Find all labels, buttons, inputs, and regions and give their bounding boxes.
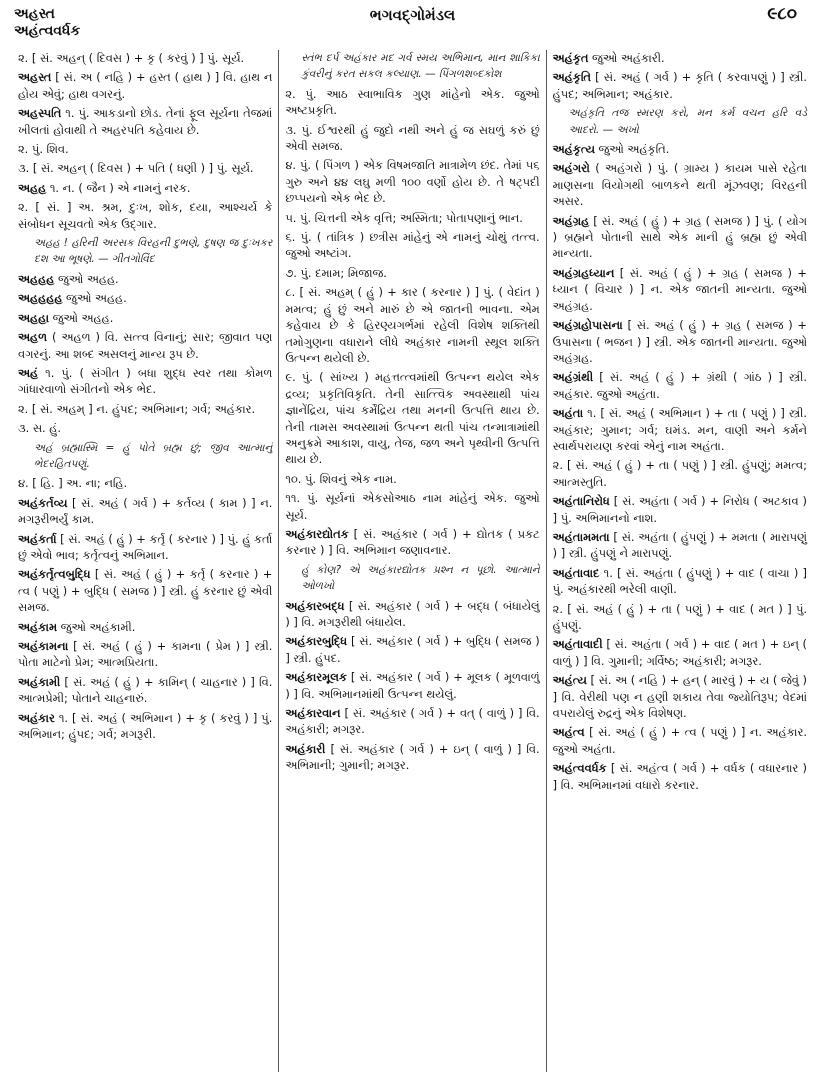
headword: અહંગ્રહ bbox=[552, 213, 590, 228]
dictionary-entry bbox=[285, 598, 539, 631]
sense-entry bbox=[285, 284, 539, 366]
definition: ૯. પું. ( સાંખ્ય ) મહત્તત્ત્વમાંથી ઉત્પન્ન થયેલ એક દ્રવ્ય; પ્રકૃતિવિકૃતિ. તેની સાત્ત્વિક અવસ્થાથી પાંચ જ્ઞાનેંદ્રિય, પાંચ કર્મેંદ્રિય તથા મનની ઉત્પત્તિ થાય છે. તેની તામસ અવસ્થામાં ઉત્પન્ન થતી પાંચ તન્માત્રામાંથી અનુક્રમે આકાશ, વાયુ, તેજ, જળ અને પૃથ્વીની ઉત્પત્તિ થાય છે. bbox=[285, 370, 540, 467]
headword: અહંકૃત્ય bbox=[552, 142, 595, 157]
sense-entry bbox=[285, 369, 539, 467]
headword: અહહા bbox=[18, 310, 50, 325]
definition: [ સં. અહં ( હું ) + ત્વ ( પણું ) ] ન. અહંકાર. જુઓ અહંતા. bbox=[552, 725, 807, 756]
definition: [ સં. અહં ( હું ) + કર્તૃ ( કરનાર ) + ત્વ ( પણું ) + બુદ્ધિ ( સમજ ) ] સ્ત્રી. હું કરનાર છું એવી સમજ. bbox=[18, 567, 273, 615]
sense-entry bbox=[553, 601, 807, 634]
dictionary-entry bbox=[18, 69, 272, 102]
headword: અહંગરો bbox=[552, 161, 590, 176]
sense-entry bbox=[18, 199, 272, 232]
definition: [ સં. અહંત્વ ( ગર્વ ) + વર્ધક ( વધારનાર ) ] વિ. અભિમાનમાં વધારો કરનાર. bbox=[552, 761, 807, 792]
definition: જુઓ અહહ. bbox=[62, 291, 127, 306]
definition: ૧૦. પું. શિવનું એક નામ. bbox=[285, 471, 397, 486]
sense-entry bbox=[285, 265, 539, 281]
headword: અહંકારબદ્ધ bbox=[285, 598, 345, 613]
sense-entry bbox=[285, 157, 539, 206]
headword: અહહહહ bbox=[18, 291, 63, 306]
headword: અહંગ્રહોપાસના bbox=[552, 318, 623, 333]
sense-entry bbox=[18, 401, 272, 417]
dictionary-entry bbox=[18, 638, 272, 671]
definition: [ સં. અ ( નહિ ) + હસ્ત ( હાથ ) ] વિ. હાથ ન હોય એવું; હાથ વગરનું. bbox=[18, 70, 273, 101]
headword: અહંતાનિરોધ bbox=[552, 494, 610, 509]
dictionary-entry bbox=[18, 105, 272, 138]
definition: ૨. પું. આઠ સ્વાભાવિક ગુણ માંહેનો એક. જુઓ અષ્ટપ્રકૃતિ. bbox=[285, 86, 540, 118]
definition: ૩. [ સં. અહન્ ( દિવસ ) + પતિ ( ધણી ) ] પું. સૂર્ય. bbox=[18, 161, 254, 176]
dictionary-entry bbox=[553, 529, 807, 562]
page-number: ૯૮૦ bbox=[767, 4, 797, 24]
definition: [ સં. અહંકાર ( ગર્વ ) + બુદ્ધિ ( સમજ ) ] સ્ત્રી. હુંપદ. bbox=[285, 634, 540, 665]
dictionary-entry bbox=[18, 710, 272, 743]
dictionary-entry bbox=[285, 633, 539, 666]
headword: અહંતાવાદી bbox=[552, 637, 603, 652]
headword: અહંકામ bbox=[18, 619, 57, 634]
definition: [ સં. અહંકાર ( ગર્વ ) + ઇન્ ( વાળું ) ] વિ. અભિમાની; ગુમાની; મગરૂર. bbox=[285, 741, 540, 773]
headword: અહંકૃતિ bbox=[552, 70, 591, 85]
definition: ૧૧. પું. સૂર્યનાં એકસોઆઠ નામ માંહેનું એક. જુઓ સૂર્ય. bbox=[285, 491, 540, 522]
headword: અહંકામના bbox=[18, 639, 69, 653]
dictionary-entry bbox=[553, 213, 807, 262]
definition: [ સં. અહં ( હું ) + ગ્રહ ( સમજ ) ] પું. ( યોગ ) બ્રહ્મને પોતાની સાથે એક માની હું બ્રહ્મ છું એવી માન્યતા. bbox=[552, 213, 807, 261]
headword: અહંગ્રંથી bbox=[552, 370, 594, 385]
definition: [ સં. અહં ( હું ) + ગ્રહ ( સમજ ) + ધ્યાન ( વિચાર ) ] ન. એક જાતની માન્યતા. જુઓ અહંગ્રહ. bbox=[552, 265, 807, 313]
definition: [ સં. અહંતા ( ગર્વ ) + વાદ ( મત ) + ઇન્ ( વાળું ) ] વિ. ગુમાની; ગર્વિષ્ઠ; અહંકારી; મગરૂર. bbox=[552, 637, 807, 668]
definition: [ સં. અહં ( હું ) + કર્તૃ ( કરનાર ) ] પું. હું કર્તા છું એવો ભાવ; કર્તૃત્વનું અભિમાન. bbox=[18, 531, 273, 562]
dictionary-entry bbox=[553, 69, 807, 102]
definition: જુઓ અહંકારી. bbox=[588, 51, 665, 65]
dictionary-entry bbox=[553, 405, 807, 454]
quotation: અહહ ! હરિની અરસક વિરહની દુભણે, દુષણ જ દુઃખકર દશ આ ભૂષણે. — ગીતગોવિંદ bbox=[34, 237, 273, 266]
headword: અહંકર્તૃત્વબુદ્ધિ bbox=[18, 567, 91, 582]
sense-entry bbox=[553, 457, 807, 490]
headword: અહંત્વ bbox=[552, 725, 585, 740]
definition: ૧. પું. આકડાનો છોડ. તેનાં ફૂલ સૂર્યના તેજમાં ખીલતાં હોવાથી તે અહરપતિ કહેવાય છે. bbox=[18, 106, 273, 137]
definition: ૬. પું. ( તાંત્રિક ) છત્રીસ માંહેનું એ નામનું ચોથું તત્ત્વ. જુઓ અષ્ટાંગ. bbox=[285, 230, 540, 261]
definition: ૨. [ સં. અહન્ ( દિવસ ) + કૃ ( કરવું ) ] પું. સૂર્ય. bbox=[18, 51, 245, 65]
dictionary-entry bbox=[553, 141, 807, 157]
sense-entry bbox=[18, 420, 272, 436]
dictionary-entry bbox=[18, 310, 272, 326]
headword: અહહ bbox=[18, 180, 47, 195]
page-title: ભગવદ્ગોમંડલ bbox=[369, 6, 456, 24]
dictionary-entry bbox=[553, 724, 807, 757]
definition: [ સં. અહંતા ( હુંપણું ) + મમતા ( મારાપણું ) ] સ્ત્રી. હુંપણું ને મારાપણું. bbox=[552, 529, 807, 561]
definition: ( અહંગરો ) પું. ( ગ્રામ્ય ) કાયમ પાસે રહેતા માણસના વિયોગથી બાળકને થતી મૂંઝવણ; વિરહની અસર. bbox=[552, 161, 807, 209]
definition: જુઓ અહહ. bbox=[54, 271, 119, 286]
definition: ( અહળ ) વિ. સત્ત્વ વિનાનું; સાર; જીવાત પણ વગરનું. આ શબ્દ અસલનું માન્ય રૂપ છે. bbox=[18, 330, 273, 361]
headword: અહંકારદ્યોતક bbox=[285, 526, 349, 541]
dictionary-entry bbox=[285, 741, 539, 774]
dictionary-entry bbox=[553, 369, 807, 402]
headword: અહંકારમૂલક bbox=[285, 670, 347, 685]
sense-entry bbox=[285, 471, 539, 487]
dictionary-entry bbox=[553, 317, 807, 366]
definition: ૨. [ સં. ] અ. શ્રમ, દુઃખ, શોક, દયા, આશ્ચર્ય કે સંબોધન સૂચવતો એક ઉદ્ગાર. bbox=[18, 200, 273, 231]
column-2 bbox=[278, 50, 545, 1072]
dictionary-entry bbox=[553, 636, 807, 669]
dictionary-entry bbox=[18, 674, 272, 707]
headword: અહંગ્રહધ્યાન bbox=[552, 265, 615, 280]
definition: ૩. પું. ઈશ્વરથી હું જુદો નથી અને હું જ સઘળું કરું છું એવી સમજ. bbox=[285, 122, 540, 154]
dictionary-entry bbox=[18, 495, 272, 528]
headword: અહંકારબુદ્ધિ bbox=[285, 634, 348, 649]
definition: ૨. [ સં. અહં ( હું ) + તા ( પણું ) + વાદ ( મત ) ] પું. હુંપણું. bbox=[552, 601, 807, 632]
sense-entry bbox=[285, 210, 539, 226]
dictionary-columns bbox=[12, 50, 813, 1072]
dictionary-entry bbox=[18, 531, 272, 564]
definition: [ સં. અ ( નહિ ) + હન્ ( મારવું ) + ય ( જેવું ) ] વિ. વેરીથી પણ ન હણી શકાય તેવા જ્યોતિરૂપ; વેદમાં વપરાયેલું રુદ્રનું એક વિશેષણ. bbox=[552, 673, 807, 721]
definition: ૧. [ સં. અહં ( અભિમાન ) + કૃ ( કરવું ) ] પું. અભિમાન; હુંપદ; ગર્વ; મગરૂરી. bbox=[18, 710, 273, 742]
headword: અહંકર્તા bbox=[18, 531, 57, 546]
definition: ૨. [ સં. અહમ્ ] ન. હુંપદ; અભિમાન; ગર્વ; અહંકાર. bbox=[18, 401, 256, 416]
definition: ૪. [ હિ. ] અ. ના; નહિ. bbox=[18, 476, 128, 491]
definition: ૨. [ સં. અહં ( હું ) + તા ( પણું ) ] સ્ત્રી. હુંપણું; મમત્વ; આત્મસ્તુતિ. bbox=[552, 458, 807, 489]
definition: [ સં. અહં ( હું ) + કામિન્ ( ચાહનાર ) ] વિ. આત્મપ્રેમી; પોતાને ચાહનારું. bbox=[18, 674, 273, 706]
quotation: અહં બ્રહ્માસ્મિ = હું પોતે બ્રહ્મ છું; જીવ આત્માનું ભેદરહિતપણું. bbox=[34, 441, 273, 470]
definition: [ સં. અહંતા ( ગર્વ ) + નિરોધ ( અટકાવ ) ] પું. અભિમાનનો નાશ. bbox=[552, 494, 807, 525]
definition: [ સં. અહંકાર ( ગર્વ ) + દ્યોતક ( પ્રકટ કરનાર ) ] વિ. અભિમાન જણાવનાર. bbox=[285, 526, 540, 558]
definition: ૧. પું. ( સંગીત ) બધા શુદ્ધ સ્વર તથા કોમળ ગાંધારવાળો સંગીતનો એક ભેદ. bbox=[18, 365, 273, 397]
sense-entry bbox=[285, 490, 539, 523]
dictionary-entry bbox=[18, 365, 272, 398]
headword: અહંકામી bbox=[18, 674, 61, 689]
headword: અહળ bbox=[18, 330, 48, 345]
headword: અહં bbox=[18, 365, 39, 380]
dictionary-entry bbox=[553, 760, 807, 793]
dictionary-entry bbox=[553, 565, 807, 598]
sense-entry bbox=[285, 229, 539, 262]
definition: ૧. ન. ( જૈન ) એ નામનું નરક. bbox=[46, 180, 191, 195]
sense-entry bbox=[18, 475, 272, 491]
sense-entry bbox=[285, 122, 539, 155]
definition: [ સં. અહં ( હું ) + ગ્રહ ( સમજ ) + ઉપાસના ( ભજન ) ] સ્ત્રી. એક જાતની માન્યતા. જુઓ અહંગ્રહ. bbox=[552, 318, 807, 365]
dictionary-entry bbox=[553, 160, 807, 209]
column-3 bbox=[546, 50, 813, 1072]
definition: ૩. સ. હું. bbox=[18, 421, 62, 436]
headword: અહંત્વવર્ધક bbox=[552, 761, 607, 776]
headword: અહહહ bbox=[18, 271, 55, 286]
definition: જુઓ અહંકામી. bbox=[57, 619, 136, 634]
headword: અહંત્ય bbox=[552, 673, 587, 688]
dictionary-entry bbox=[553, 672, 807, 721]
dictionary-entry bbox=[18, 290, 272, 306]
definition: જુઓ અહહ. bbox=[49, 310, 114, 325]
headword: અહંતાવાદ bbox=[552, 565, 600, 580]
sense-entry bbox=[18, 141, 272, 157]
definition: ૪. પું. ( પિંગળ ) એક વિષમજાતિ માત્રામેળ છંદ. તેમાં ૫૬ ગુરુ અને ૪૪ લઘુ મળી ૧૦૦ વર્ણો હોય છે. તે ષટ્પદી છપ્પયનો એક ભેદ છે. bbox=[285, 158, 540, 206]
definition: જુઓ અહંકૃતિ. bbox=[594, 142, 670, 157]
headword: અહંકારવાન bbox=[285, 706, 341, 721]
quotation: સ્તંભ દર્પ અહંકાર મદ ગર્વ સ્મય અભિમાન, માન શાકિકા કુંવરીનું કરત સકલ કલ્યાણ. — પિંગળશબ્દકોશ bbox=[301, 52, 540, 81]
dictionary-entry bbox=[285, 705, 539, 738]
definition: [ સં. અહંકાર ( ગર્વ ) + વત્ ( વાળું ) ] વિ. અહંકારી; મગરૂર. bbox=[285, 706, 540, 737]
column-1 bbox=[12, 50, 278, 1072]
headword: અહંતામમતા bbox=[552, 529, 610, 544]
dictionary-entry bbox=[553, 265, 807, 314]
definition: ૭. પું. દમામ; મિજાજ. bbox=[285, 265, 387, 280]
dictionary-entry bbox=[18, 180, 272, 196]
headword: અહંતા bbox=[552, 406, 584, 421]
sense-entry bbox=[285, 86, 539, 119]
dictionary-entry bbox=[285, 669, 539, 702]
headword: અહંકૃત bbox=[552, 51, 589, 65]
dictionary-entry bbox=[18, 329, 272, 362]
dictionary-entry bbox=[553, 50, 807, 66]
dictionary-entry bbox=[18, 271, 272, 287]
sense-entry bbox=[18, 160, 272, 176]
running-head-last: અહંત્વવર્ધક bbox=[14, 23, 81, 39]
definition: [ સં. અહં ( હું ) + ગ્રંથી ( ગાંઠ ) ] સ્ત્રી. અહંકાર. જુઓ અહંતા. bbox=[552, 370, 807, 401]
definition: ૮. [ સં. અહમ્ ( હું ) + કાર ( કરનાર ) ] પું. ( વેદાંત ) મમત્વ; હું છું અને મારું છે એ જાતની ભાવના. એમ કહેવાય છે કે હિરણ્યગર્ભમાં રહેલી વિશેષ શક્તિથી તમોગુણના વધારાને લીધે અહંકાર નામની સ્થૂલ શક્તિ ઉત્પન્ન થયેલી છે. bbox=[285, 285, 540, 365]
definition: ૫. પું. ચિત્તની એક વૃત્તિ; અસ્મિતા; પોતાપણાનું ભાન. bbox=[285, 210, 523, 225]
definition: [ સં. અહં ( હું ) + કામના ( પ્રેમ ) ] સ્ત્રી. પોતા માટેનો પ્રેમ; આત્મપ્રિયતા. bbox=[18, 639, 273, 670]
headword: અહંકાર bbox=[18, 710, 55, 725]
running-head-first: અહસ્ત bbox=[14, 6, 55, 22]
headword: અહંકર્તવ્ય bbox=[18, 495, 68, 510]
sense-entry bbox=[18, 50, 272, 66]
dictionary-entry bbox=[553, 493, 807, 526]
definition: [ સં. અહંકાર ( ગર્વ ) + બદ્ધ ( બંધાયેલું ) ] વિ. મગરૂરીથી બંધાયેલ. bbox=[285, 598, 540, 629]
quotation: અહંકૃતિ તજ સ્મરણ કરો, મન કર્મ વચન હરિ વડે આદરો. — અખો bbox=[568, 107, 807, 136]
quotation: હું કોણ? એ અહંકારદ્યોતક પ્રશ્ન ન પૂછો. આત્માને ઓળખો bbox=[301, 563, 540, 593]
headword: અહંકારી bbox=[285, 741, 326, 756]
definition: ૧. [ સં. અહં ( અભિમાન ) + તા ( પણું ) ] સ્ત્રી. અહંકાર; ગુમાન; ગર્વ; ઘમંડ. મન, વાણી અને કર્મને સ્વાર્થપરાયણ કરવાં એનું નામ અહંતા. bbox=[552, 406, 807, 453]
definition: [ સં. અહં ( ગર્વ ) + કૃતિ ( કરવાપણું ) ] સ્ત્રી. હુંપદ; અભિમાન; અહંકાર. bbox=[552, 70, 807, 101]
dictionary-entry bbox=[18, 619, 272, 635]
dictionary-entry bbox=[285, 526, 539, 559]
definition: [ સં. અહંકાર ( ગર્વ ) + મૂલક ( મૂળવાળું ) ] વિ. અભિમાનમાંથી ઉત્પન્ન થયેલું. bbox=[285, 670, 540, 701]
headword: અહસ્ત bbox=[18, 70, 52, 85]
definition: ૧. [ સં. અહંતા ( હુંપણું ) + વાદ ( વાચા ) ] પું. અહંકારથી ભરેલી વાણી. bbox=[552, 565, 807, 597]
definition: ૨. પું. શિવ. bbox=[18, 142, 69, 157]
headword: અહસ્પતિ bbox=[18, 106, 62, 121]
definition: [ સં. અહં ( ગર્વ ) + કર્તવ્ય ( કામ ) ] ન. મગરૂરીભર્યું કામ. bbox=[18, 495, 273, 527]
dictionary-entry bbox=[18, 566, 272, 615]
